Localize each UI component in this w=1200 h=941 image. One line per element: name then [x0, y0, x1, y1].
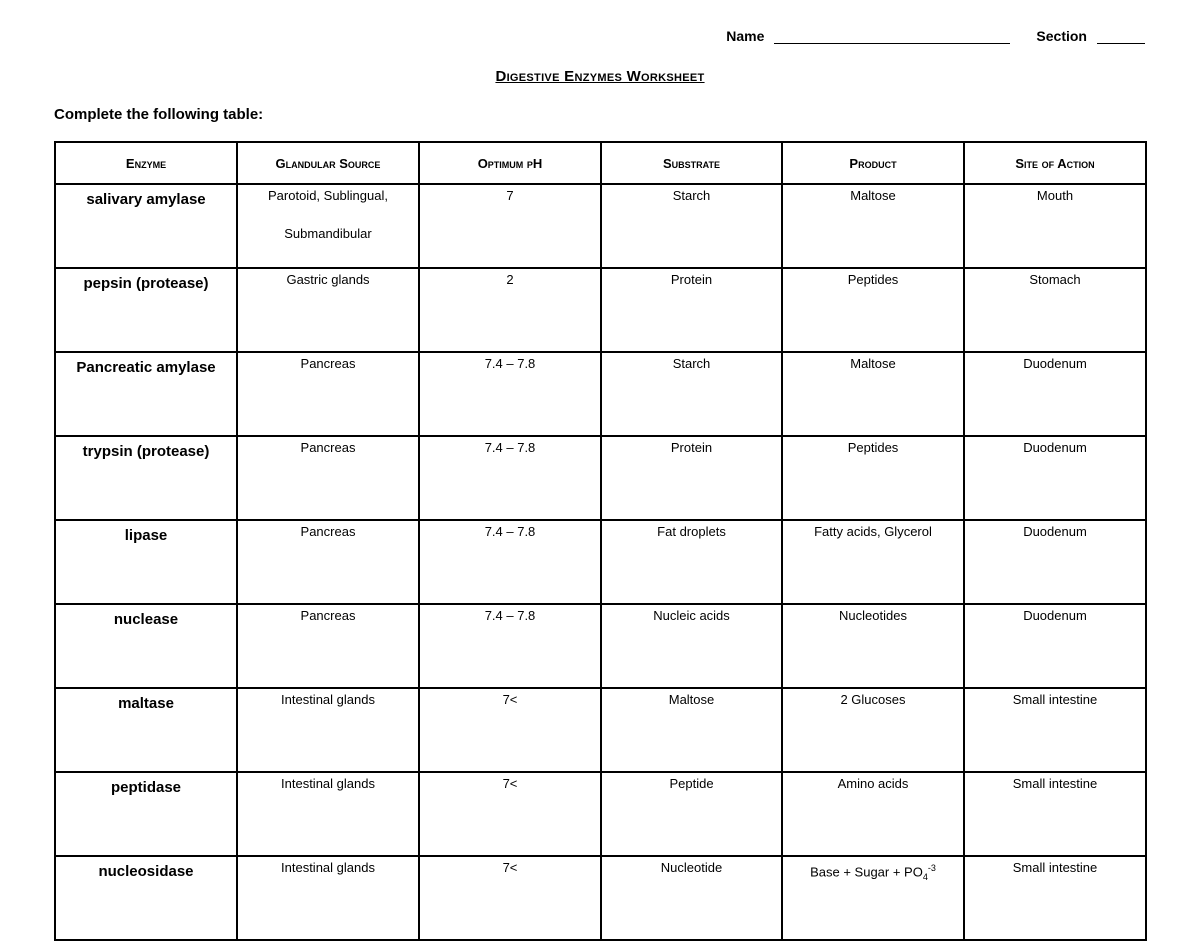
- table-row: [55, 688, 1146, 772]
- product-text: Maltose: [850, 188, 896, 203]
- product-text: Peptides: [847, 440, 899, 455]
- substrate-text: Starch: [672, 188, 711, 203]
- enzyme-name: maltase: [118, 695, 174, 712]
- section-blank-line[interactable]: [1097, 29, 1145, 44]
- product-text: Nucleotides: [839, 608, 907, 623]
- ph-cell: [419, 184, 601, 268]
- source-cell: [237, 268, 419, 352]
- name-label: Name: [726, 28, 765, 44]
- enzyme-name: pepsin (protease): [83, 275, 209, 292]
- substrate-text: Protein: [670, 272, 713, 287]
- source-cell: [237, 184, 419, 268]
- site-text: Duodenum: [1023, 608, 1087, 623]
- name-section-header: [726, 28, 1145, 44]
- ph-text: 7.4 – 7.8: [484, 440, 536, 455]
- substrate-text: Nucleotide: [660, 860, 723, 875]
- substrate-cell: [601, 184, 782, 268]
- ph-cell: [419, 604, 601, 688]
- source-text: Intestinal glands: [281, 692, 375, 707]
- substrate-cell: [601, 772, 782, 856]
- ph-cell: [419, 520, 601, 604]
- instructions-text: Complete the following table:: [54, 106, 264, 123]
- enzyme-cell: [55, 520, 237, 604]
- source-cell: [237, 352, 419, 436]
- table-row: [55, 268, 1146, 352]
- table-row: [55, 184, 1146, 268]
- site-cell: [964, 520, 1146, 604]
- source-text: Pancreas: [300, 440, 356, 455]
- page-title: [0, 68, 1200, 85]
- substrate-text: Starch: [672, 356, 711, 371]
- site-text: Small intestine: [1012, 776, 1098, 791]
- ph-text: 7.4 – 7.8: [484, 524, 536, 539]
- site-cell: [964, 772, 1146, 856]
- ph-text: 7<: [502, 776, 518, 791]
- source-cell: [237, 520, 419, 604]
- site-text: Duodenum: [1023, 524, 1087, 539]
- enzyme-name: nucleosidase: [98, 863, 194, 880]
- enzyme-cell: [55, 436, 237, 520]
- product-cell: [782, 856, 964, 940]
- site-cell: [964, 436, 1146, 520]
- ph-cell: [419, 268, 601, 352]
- enzyme-cell: [55, 604, 237, 688]
- source-cell: [237, 604, 419, 688]
- column-header-glandular-source: Glandular Source: [237, 142, 419, 184]
- source-cell: [237, 856, 419, 940]
- source-text: Intestinal glands: [281, 860, 375, 875]
- site-text: Duodenum: [1023, 356, 1087, 371]
- site-text: Mouth: [1036, 188, 1074, 203]
- table-row: [55, 352, 1146, 436]
- product-formula-base: Base + Sugar + PO: [810, 864, 923, 880]
- enzyme-cell: [55, 352, 237, 436]
- source-text: Intestinal glands: [281, 776, 375, 791]
- ph-cell: [419, 856, 601, 940]
- product-text: Maltose: [850, 356, 896, 371]
- product-text: 2 Glucoses: [840, 692, 906, 707]
- source-text: Gastric glands: [286, 272, 370, 287]
- column-header-product: Product: [782, 142, 964, 184]
- source-text: Pancreas: [300, 608, 356, 623]
- product-cell: [782, 268, 964, 352]
- site-cell: [964, 856, 1146, 940]
- enzyme-name: nuclease: [113, 611, 179, 628]
- enzyme-cell: [55, 268, 237, 352]
- site-cell: [964, 184, 1146, 268]
- source-cell: [237, 688, 419, 772]
- product-cell: [782, 352, 964, 436]
- source-text: Parotoid, Sublingual, Submandibular: [268, 188, 388, 241]
- site-cell: [964, 268, 1146, 352]
- site-text: Duodenum: [1023, 440, 1087, 455]
- substrate-cell: [601, 268, 782, 352]
- enzyme-cell: [55, 688, 237, 772]
- substrate-cell: [601, 604, 782, 688]
- enzyme-name: Pancreatic amylase: [76, 359, 216, 376]
- source-cell: [237, 436, 419, 520]
- ph-text: 7<: [502, 860, 518, 875]
- column-header-optimum-ph: Optimum pH: [419, 142, 601, 184]
- product-cell: [782, 604, 964, 688]
- table-row: [55, 520, 1146, 604]
- product-cell: [782, 772, 964, 856]
- enzyme-name: lipase: [124, 527, 168, 544]
- ph-text: 7.4 – 7.8: [484, 356, 536, 371]
- site-cell: [964, 688, 1146, 772]
- ph-text: 2: [506, 272, 514, 287]
- product-text: Fatty acids, Glycerol: [814, 524, 932, 539]
- product-formula-superscript: -3: [927, 863, 936, 873]
- source-text: Pancreas: [300, 356, 356, 371]
- substrate-cell: [601, 856, 782, 940]
- table-row: [55, 604, 1146, 688]
- product-text: Peptides: [847, 272, 899, 287]
- product-cell: [782, 436, 964, 520]
- substrate-cell: [601, 352, 782, 436]
- column-header-site-of-action: Site of Action: [964, 142, 1146, 184]
- enzyme-name: trypsin (protease): [82, 443, 210, 460]
- enzyme-cell: [55, 772, 237, 856]
- product-text: [783, 849, 963, 896]
- source-text: Pancreas: [300, 524, 356, 539]
- worksheet-title: Digestive Enzymes Worksheet: [495, 68, 705, 85]
- column-header-substrate: Substrate: [601, 142, 782, 184]
- ph-text: 7: [506, 188, 514, 203]
- product-cell: [782, 520, 964, 604]
- table-row: [55, 772, 1146, 856]
- site-text: Small intestine: [1012, 692, 1098, 707]
- enzyme-cell: [55, 856, 237, 940]
- substrate-text: Protein: [670, 440, 713, 455]
- product-cell: [782, 184, 964, 268]
- section-label: Section: [1036, 28, 1087, 44]
- ph-text: 7<: [502, 692, 518, 707]
- enzyme-cell: [55, 184, 237, 268]
- substrate-text: Peptide: [669, 776, 714, 791]
- enzyme-name: peptidase: [110, 779, 182, 796]
- column-header-enzyme: Enzyme: [55, 142, 237, 184]
- enzyme-name: salivary amylase: [86, 191, 206, 208]
- site-cell: [964, 604, 1146, 688]
- product-cell: [782, 688, 964, 772]
- substrate-cell: [601, 436, 782, 520]
- table-row: [55, 436, 1146, 520]
- substrate-text: Nucleic acids: [653, 608, 730, 623]
- substrate-text: Fat droplets: [657, 524, 726, 539]
- substrate-cell: [601, 688, 782, 772]
- ph-cell: [419, 436, 601, 520]
- product-formula-subscript: 4: [922, 871, 928, 882]
- ph-cell: [419, 772, 601, 856]
- enzyme-table: [54, 141, 1147, 941]
- table-row: [55, 856, 1146, 940]
- name-blank-line[interactable]: [774, 29, 1010, 44]
- site-cell: [964, 352, 1146, 436]
- substrate-text: Maltose: [668, 692, 715, 707]
- site-text: Stomach: [1029, 272, 1081, 287]
- source-cell: [237, 772, 419, 856]
- ph-text: 7.4 – 7.8: [484, 608, 536, 623]
- ph-cell: [419, 688, 601, 772]
- product-text: Amino acids: [837, 776, 909, 791]
- substrate-cell: [601, 520, 782, 604]
- site-text: Small intestine: [1012, 860, 1098, 875]
- ph-cell: [419, 352, 601, 436]
